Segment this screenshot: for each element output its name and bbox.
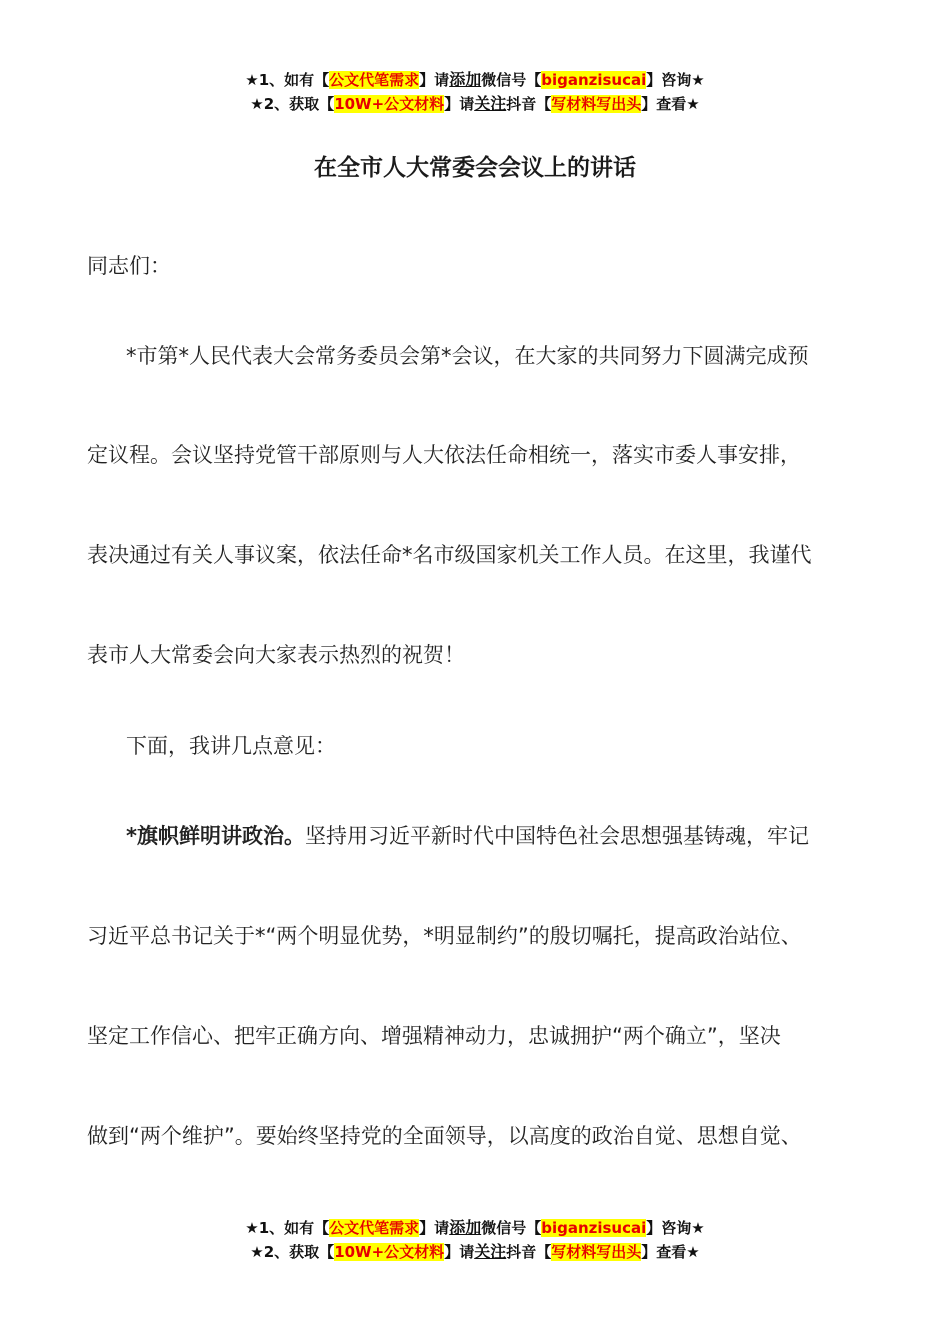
banner-text: ★2、获取【 (250, 95, 335, 113)
banner-highlight: 10W+公文材料 (334, 1243, 445, 1261)
paragraph-line: 坚定工作信心、把牢正确方向、增强精神动力，忠诚拥护“两个确立”，坚决 (87, 1024, 781, 1048)
salutation: 同志们： (87, 254, 171, 278)
banner-text: 】请 (444, 95, 475, 113)
footer-banner (0, 1216, 950, 1264)
banner-text: 抖音【 (506, 1243, 552, 1261)
banner-text: 】查看★ (641, 1243, 700, 1261)
banner-text: 】请 (419, 1219, 450, 1237)
banner-highlight: 写材料写出头 (551, 95, 642, 113)
banner-text: ★2、获取【 (250, 1243, 335, 1261)
banner-underline: 添加 (449, 70, 482, 89)
point-1-text: 坚持用习近平新时代中国特色社会思想强基铸魂，牢记 (304, 824, 809, 848)
point-1-first-line (126, 818, 916, 854)
paragraph-line: 表决通过有关人事议案，依法任命*名市级国家机关工作人员。在这里，我谨代 (87, 543, 812, 567)
banner-text: 抖音【 (506, 95, 552, 113)
banner-line-2 (0, 1240, 950, 1264)
banner-text: 】请 (419, 71, 450, 89)
banner-highlight: biganzisucai (541, 1219, 647, 1237)
banner-text: ★1、如有【 (245, 1219, 330, 1237)
banner-text: 微信号【 (481, 1219, 542, 1237)
banner-highlight: 公文代笔需求 (329, 1219, 420, 1237)
point-1-heading: *旗帜鲜明讲政治。 (126, 824, 305, 848)
banner-line-1 (0, 68, 950, 92)
banner-underline: 关注 (474, 1242, 507, 1261)
banner-text: 】咨询★ (646, 71, 705, 89)
banner-text: ★1、如有【 (245, 71, 330, 89)
paragraph-line: 下面，我讲几点意见： (126, 734, 336, 758)
banner-line-2 (0, 92, 950, 116)
document-title: 在全市人大常委会会议上的讲话 (314, 155, 636, 181)
paragraph-line: 定议程。会议坚持党管干部原则与人大依法任命相统一，落实市委人事安排， (87, 443, 801, 467)
banner-highlight: 公文代笔需求 (329, 71, 420, 89)
paragraph-line: 做到“两个维护”。要始终坚持党的全面领导，以高度的政治自觉、思想自觉、 (87, 1124, 802, 1148)
banner-highlight: 10W+公文材料 (334, 95, 445, 113)
banner-highlight: 写材料写出头 (551, 1243, 642, 1261)
banner-text: 】查看★ (641, 95, 700, 113)
paragraph-line: 习近平总书记关于*“两个明显优势，*明显制约”的殷切嘱托，提高政治站位、 (87, 924, 802, 948)
banner-underline: 添加 (449, 1218, 482, 1237)
banner-text: 微信号【 (481, 71, 542, 89)
banner-text: 】咨询★ (646, 1219, 705, 1237)
banner-line-1 (0, 1216, 950, 1240)
banner-highlight: biganzisucai (541, 71, 647, 89)
header-banner (0, 68, 950, 116)
banner-text: 】请 (444, 1243, 475, 1261)
paragraph-line: *市第*人民代表大会常务委员会第*会议，在大家的共同努力下圆满完成预 (126, 344, 809, 368)
paragraph-line: 表市人大常委会向大家表示热烈的祝贺！ (87, 643, 465, 667)
banner-underline: 关注 (474, 94, 507, 113)
